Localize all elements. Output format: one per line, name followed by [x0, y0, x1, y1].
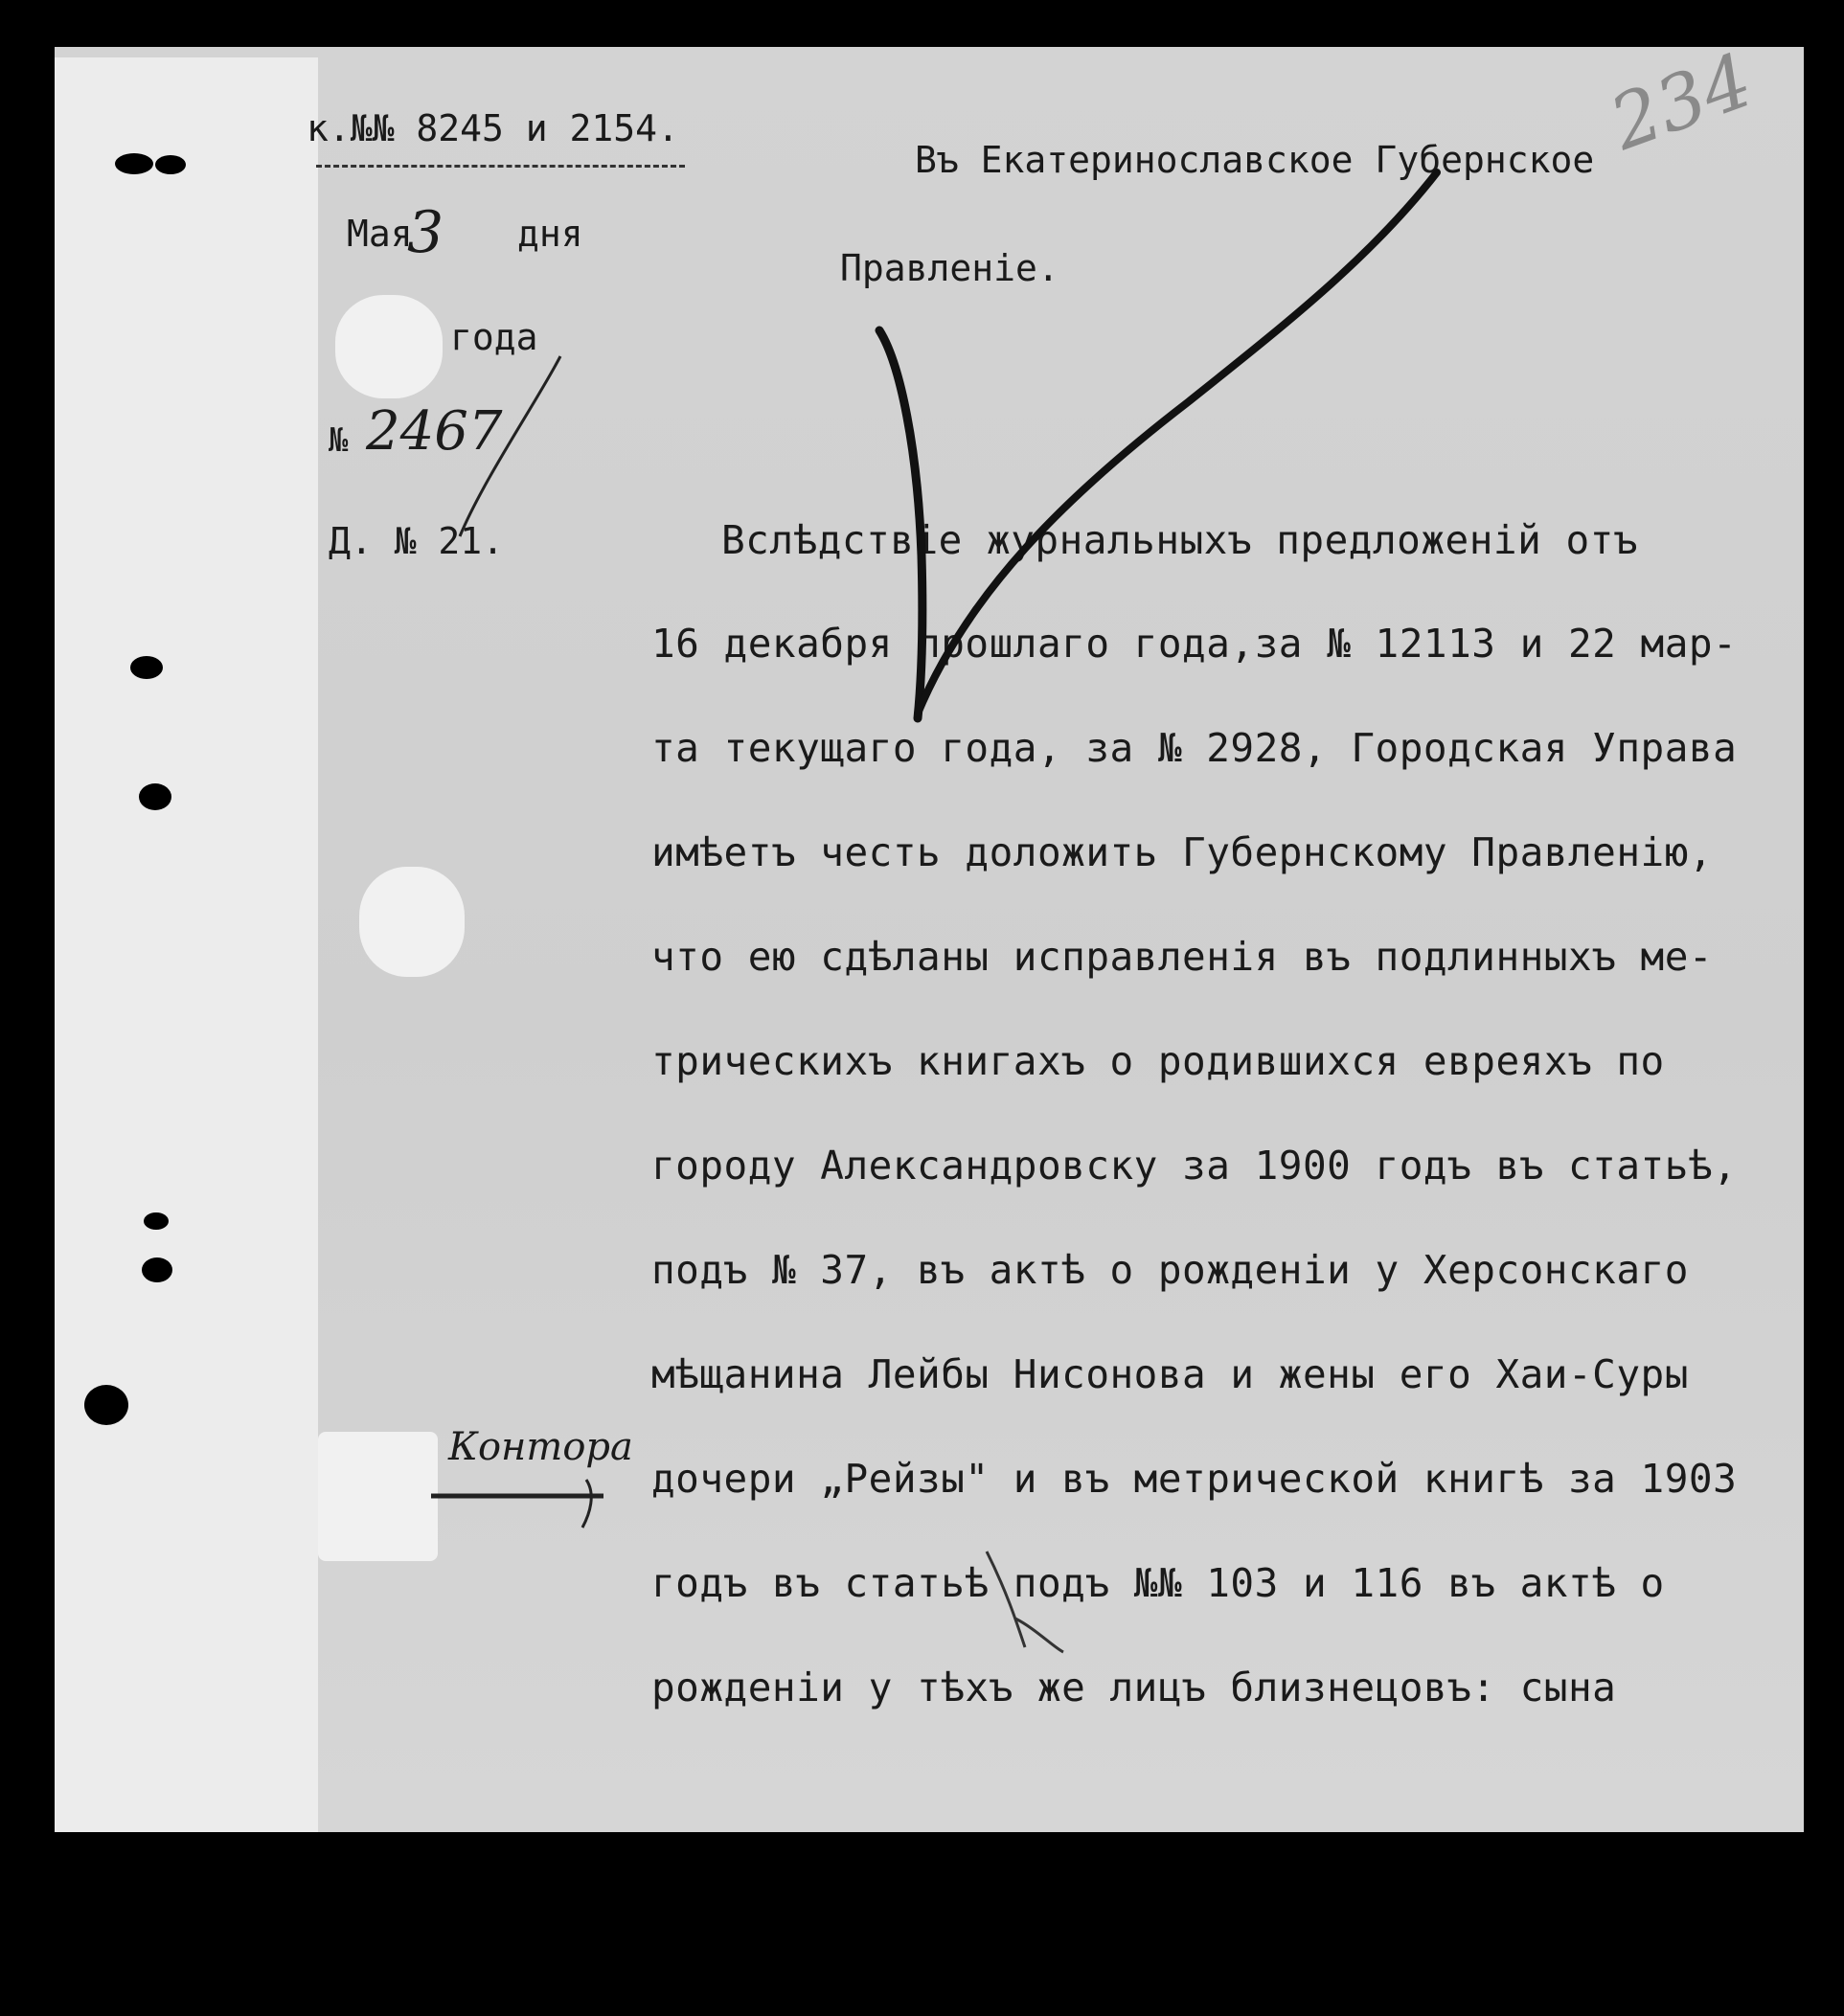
year-label: года	[450, 316, 538, 358]
case-number: Д. № 21.	[329, 520, 505, 562]
date-day-handwritten: 3	[407, 199, 444, 266]
archive-folio-number: 234	[1600, 37, 1764, 168]
margin-note-hook	[582, 1480, 591, 1528]
margin-note-handwritten: Контора	[448, 1425, 633, 1469]
body-line: дочери „Рейзы" и въ метрической книгѣ за 1903	[651, 1456, 1738, 1502]
handwritten-scribble	[987, 1552, 1063, 1652]
outgoing-number-handwritten: 2467	[366, 400, 503, 463]
reference-numbers: к.№№ 8245 и 2154.	[307, 107, 679, 149]
body-line: мѣщанина Лейбы Нисонова и жены его Хаи-Суры	[651, 1351, 1689, 1397]
date-day-suffix: дня	[517, 213, 583, 255]
addressee-line-2: Правленіе.	[840, 247, 1059, 289]
body-line: трическихъ книгахъ о родившихся евреяхъ по	[651, 1038, 1665, 1084]
date-month: Мая	[347, 213, 413, 255]
signature-stroke	[460, 356, 560, 536]
body-line: что ею сдѣланы исправленія въ подлинныхъ ме-	[651, 934, 1714, 980]
body-line: подъ № 37, въ актѣ о рожденіи у Херсонскаго	[651, 1247, 1689, 1293]
body-line: рожденіи у тѣхъ же лицъ близнецовъ: сына	[651, 1665, 1617, 1710]
body-line: 16 декабря прошлаго года,за № 12113 и 22 мар-	[651, 621, 1738, 667]
check-mark-stroke	[918, 172, 1437, 714]
outgoing-number-prefix: №	[329, 421, 349, 460]
body-line: та текущаго года, за № 2928, Городская Управа	[651, 725, 1738, 771]
body-line: городу Александровску за 1900 годъ въ статьѣ,	[651, 1143, 1738, 1189]
addressee-line-1: Въ Екатеринославское Губернское	[915, 139, 1595, 181]
body-line: имѣетъ честь доложить Губернскому Правленію,	[651, 829, 1714, 875]
body-line: Вслѣдствіе журнальныхъ предложеній отъ	[721, 517, 1638, 563]
body-line: годъ въ статьѣ подъ №№ 103 и 116 въ актѣ о	[651, 1560, 1665, 1606]
check-mark-stroke	[879, 330, 922, 718]
